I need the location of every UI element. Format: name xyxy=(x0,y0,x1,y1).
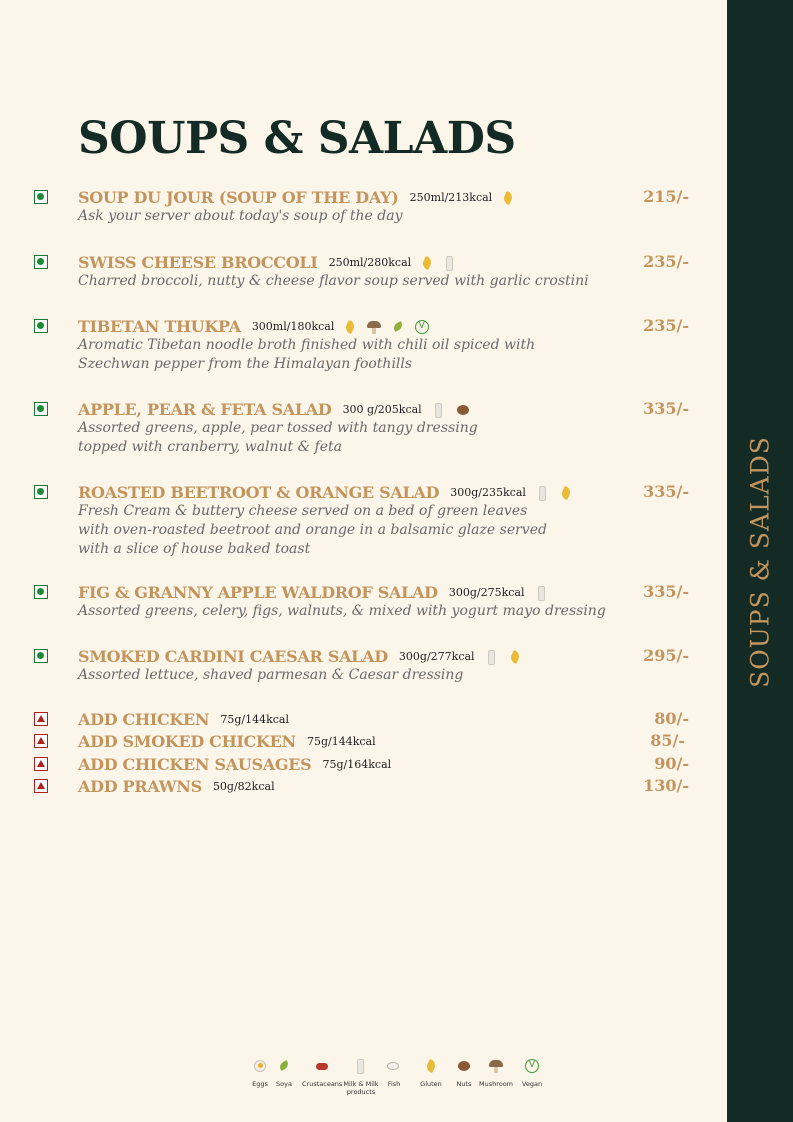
nonveg-marker-icon xyxy=(34,779,48,793)
veg-marker-icon xyxy=(34,649,48,663)
item-price: 235/- xyxy=(643,252,689,271)
addon-name: ADD CHICKEN xyxy=(78,710,210,729)
addon-name: ADD PRAWNS xyxy=(78,777,202,796)
item-name: FIG & GRANNY APPLE WALDROF SALAD xyxy=(78,583,438,602)
nuts-icon xyxy=(457,1059,471,1073)
milk-icon xyxy=(536,486,550,500)
vegan-icon: V xyxy=(415,320,429,334)
legend-label: Soya xyxy=(276,1080,292,1088)
item-portion: 250ml/213kcal xyxy=(409,191,493,204)
soya-icon xyxy=(277,1059,291,1073)
item-portion: 300g/277kcal xyxy=(398,650,475,663)
item-name: APPLE, PEAR & FETA SALAD xyxy=(78,400,332,419)
gluten-icon xyxy=(560,486,572,500)
veg-marker-icon xyxy=(34,485,48,499)
milk-icon xyxy=(443,256,457,270)
item-portion: 300ml/180kcal xyxy=(251,320,335,333)
item-description: Assorted lettuce, shaved parmesan & Caesar dressing xyxy=(78,667,464,683)
legend-item-vegan xyxy=(512,1055,552,1088)
item-name: SMOKED CARDINI CAESAR SALAD xyxy=(78,647,388,666)
milk-icon xyxy=(535,586,549,600)
crustaceans-icon xyxy=(315,1059,329,1073)
item-description: Assorted greens, celery, figs, walnuts, & mixed with yogurt mayo dressing xyxy=(78,603,606,619)
legend-label: Gluten xyxy=(420,1080,442,1088)
addon-price: 130/- xyxy=(643,776,689,795)
soya-icon xyxy=(391,320,405,334)
gluten-icon xyxy=(425,1059,437,1073)
item-price: 235/- xyxy=(643,316,689,335)
item-description: Fresh Cream & buttery cheese served on a bed of green leaves with oven-roasted beetroot and orange in a balsamic glaze served with a slice of house baked toast xyxy=(78,503,547,557)
item-name: SWISS CHEESE BROCCOLI xyxy=(78,253,318,272)
legend-label: Nuts xyxy=(456,1080,472,1088)
legend-item-crustaceans xyxy=(302,1055,342,1088)
legend-label: Vegan xyxy=(521,1080,543,1088)
addon-name: ADD SMOKED CHICKEN xyxy=(78,732,296,751)
addon-portion: 75g/144kcal xyxy=(306,735,376,748)
addon-price: 90/- xyxy=(654,754,689,773)
gluten-icon xyxy=(421,256,433,270)
addon-price: 80/- xyxy=(654,709,689,728)
veg-marker-icon xyxy=(34,190,48,204)
milk-icon xyxy=(485,650,499,664)
veg-marker-icon xyxy=(34,255,48,269)
legend-item-fish xyxy=(374,1055,414,1088)
sidebar-title: SOUPS & SALADS xyxy=(745,436,775,688)
allergen-legend xyxy=(240,1055,560,1105)
item-price: 295/- xyxy=(643,646,689,665)
nonveg-marker-icon xyxy=(34,734,48,748)
gluten-icon xyxy=(344,320,356,334)
addon-portion: 75g/144kcal xyxy=(220,713,289,726)
item-price: 335/- xyxy=(643,482,689,501)
fish-icon xyxy=(387,1059,401,1073)
gluten-icon xyxy=(509,650,521,664)
legend-label: Mushroom xyxy=(478,1080,514,1088)
nuts-icon xyxy=(456,403,470,417)
item-name: SOUP DU JOUR (SOUP OF THE DAY) xyxy=(78,188,399,207)
mushroom-icon xyxy=(367,320,381,334)
nonveg-marker-icon xyxy=(34,712,48,726)
veg-marker-icon xyxy=(34,319,48,333)
mushroom-icon xyxy=(489,1059,503,1073)
veg-marker-icon xyxy=(34,585,48,599)
item-portion: 250ml/280kcal xyxy=(328,256,412,269)
addon-portion: 50g/82kcal xyxy=(212,780,275,793)
addon-price: 85/- xyxy=(650,731,685,750)
vegan-icon: V xyxy=(525,1059,539,1073)
addon-portion: 75g/164kcal xyxy=(322,758,392,771)
item-name: ROASTED BEETROOT & ORANGE SALAD xyxy=(78,483,440,502)
item-price: 335/- xyxy=(643,582,689,601)
milk-icon xyxy=(432,403,446,417)
legend-label: Eggs xyxy=(252,1080,268,1088)
item-price: 335/- xyxy=(643,399,689,418)
item-price: 215/- xyxy=(643,187,689,206)
gluten-icon xyxy=(502,191,514,205)
legend-label: Crustaceans xyxy=(302,1080,343,1088)
sidebar xyxy=(727,0,793,1122)
item-description: Assorted greens, apple, pear tossed with tangy dressing topped with cranberry, walnut & feta xyxy=(78,420,478,455)
item-portion: 300 g/205kcal xyxy=(342,403,422,416)
item-description: Aromatic Tibetan noodle broth finished with chili oil spiced with Szechwan pepper from the Himalayan foothills xyxy=(78,337,536,372)
item-description: Ask your server about today's soup of the day xyxy=(78,208,403,224)
legend-item-soya xyxy=(264,1055,304,1088)
veg-marker-icon xyxy=(34,402,48,416)
legend-label: Fish xyxy=(387,1080,401,1088)
legend-item-mushroom xyxy=(476,1055,516,1088)
milk-icon xyxy=(354,1059,368,1073)
item-description: Charred broccoli, nutty & cheese flavor soup served with garlic crostini xyxy=(78,273,589,289)
item-portion: 300g/275kcal xyxy=(448,586,525,599)
legend-label: Milk & Milk products xyxy=(343,1080,379,1096)
nonveg-marker-icon xyxy=(34,757,48,771)
page-title: SOUPS & SALADS xyxy=(78,113,516,164)
item-name: TIBETAN THUKPA xyxy=(78,317,241,336)
item-portion: 300g/235kcal xyxy=(450,486,526,499)
addon-name: ADD CHICKEN SAUSAGES xyxy=(78,755,312,774)
